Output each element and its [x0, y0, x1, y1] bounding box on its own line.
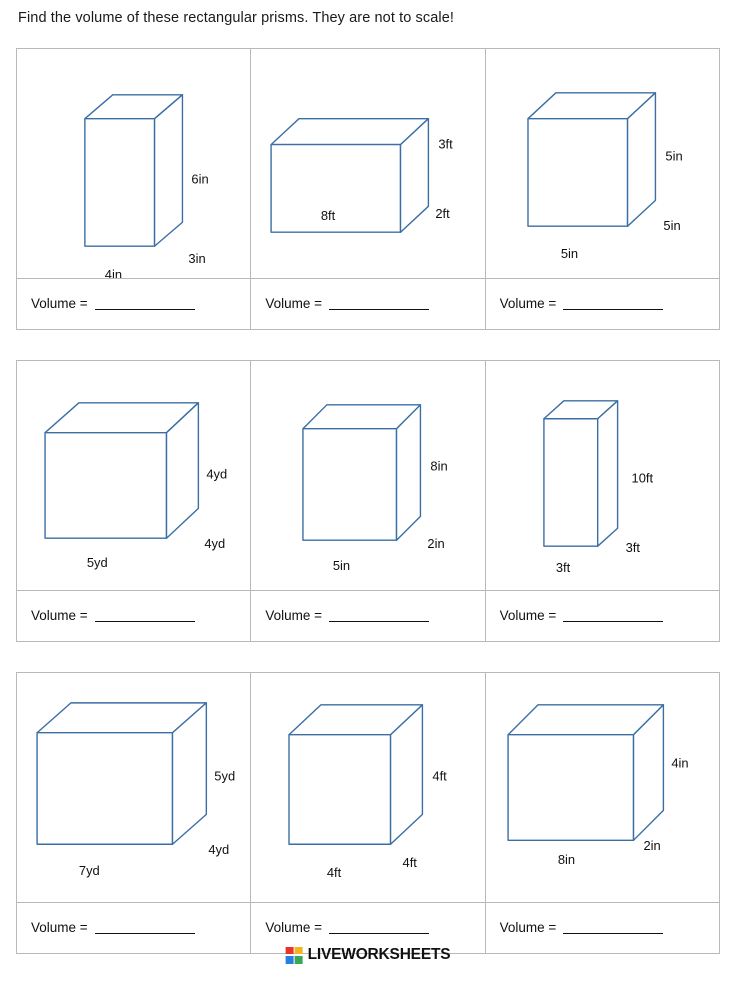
- dim-depth-6: 3ft: [625, 540, 640, 556]
- volume-input-2[interactable]: [329, 297, 429, 310]
- dim-width-5: 5in: [333, 558, 351, 574]
- volume-label-5: Volume =: [265, 607, 322, 623]
- volume-label-8: Volume =: [265, 919, 322, 935]
- figure-area-1: [17, 49, 250, 279]
- problem-cell-7: [17, 673, 251, 953]
- prism-diagram-3: [486, 49, 719, 278]
- answer-row-3: [486, 279, 719, 327]
- figure-area-8: [251, 673, 484, 903]
- volume-input-7[interactable]: [95, 921, 195, 934]
- dim-height-4: 4yd: [206, 466, 228, 482]
- instructions-text: Find the volume of these rectangular prisms. They are not to scale!: [18, 10, 455, 26]
- volume-input-8[interactable]: [329, 921, 429, 934]
- dim-height-2: 3ft: [438, 136, 454, 152]
- dim-depth-5: 2in: [427, 536, 445, 552]
- logo-squares-icon: [286, 947, 303, 964]
- dim-width-9: 8in: [557, 852, 575, 868]
- dim-depth-2: 2ft: [435, 206, 451, 222]
- problem-cell-3: [486, 49, 719, 329]
- volume-label-1: Volume =: [31, 295, 88, 311]
- figure-area-7: [17, 673, 250, 903]
- prism-diagram-4: [17, 361, 250, 590]
- figure-area-2: [251, 49, 484, 279]
- problem-grid: [16, 48, 720, 984]
- dim-depth-7: 4yd: [208, 842, 230, 858]
- answer-row-8: [251, 903, 484, 951]
- answer-row-6: [486, 591, 719, 639]
- answer-row-7: [17, 903, 250, 951]
- dim-width-6: 3ft: [555, 560, 570, 576]
- answer-row-4: [17, 591, 250, 639]
- logo-text: LIVEWORKSHEETS: [307, 946, 451, 963]
- problem-cell-9: [486, 673, 719, 953]
- answer-row-2: [251, 279, 484, 327]
- problem-row-3: [16, 672, 720, 954]
- figure-area-9: [486, 673, 719, 903]
- prism-diagram-8: [251, 673, 484, 902]
- problem-cell-8: [251, 673, 485, 953]
- prism-diagram-9: [486, 673, 719, 902]
- problem-cell-4: [17, 361, 251, 641]
- volume-label-3: Volume =: [499, 295, 557, 311]
- prism-diagram-2: [251, 49, 484, 278]
- volume-input-1[interactable]: [95, 297, 195, 310]
- dim-depth-3: 5in: [663, 218, 681, 234]
- volume-input-5[interactable]: [329, 609, 429, 622]
- problem-cell-6: [486, 361, 719, 641]
- dim-height-9: 4in: [671, 755, 689, 771]
- logo-square-1: [286, 947, 294, 955]
- dim-height-8: 4ft: [432, 768, 448, 784]
- problem-row-2: [16, 360, 720, 642]
- volume-input-9[interactable]: [563, 921, 663, 934]
- logo-square-2: [295, 947, 303, 955]
- dim-width-7: 7yd: [78, 863, 100, 879]
- problem-row-1: [16, 48, 720, 330]
- answer-row-1: [17, 279, 250, 327]
- volume-label-6: Volume =: [499, 607, 557, 623]
- volume-label-9: Volume =: [499, 919, 557, 935]
- problem-cell-1: [17, 49, 251, 329]
- prism-diagram-7: [17, 673, 250, 902]
- dim-height-6: 10ft: [631, 470, 653, 486]
- dim-depth-4: 4yd: [204, 536, 226, 552]
- volume-label-4: Volume =: [31, 607, 88, 623]
- answer-row-5: [251, 591, 484, 639]
- dim-depth-9: 2in: [643, 838, 661, 854]
- dim-width-2: 8ft: [321, 208, 336, 224]
- dim-depth-1: 3in: [188, 251, 206, 267]
- volume-label-2: Volume =: [265, 295, 322, 311]
- problem-cell-5: [251, 361, 485, 641]
- dim-width-3: 5in: [560, 246, 578, 262]
- figure-area-6: [486, 361, 719, 591]
- dim-height-3: 5in: [665, 148, 683, 164]
- figure-area-3: [486, 49, 719, 279]
- answer-row-9: [486, 903, 719, 951]
- dim-width-8: 4ft: [327, 865, 342, 881]
- dim-width-1: 4in: [104, 266, 123, 278]
- prism-diagram-5: [251, 361, 484, 590]
- prism-diagram-1: [17, 49, 250, 278]
- figure-area-4: [17, 361, 250, 591]
- logo-square-4: [295, 956, 303, 964]
- liveworksheets-logo[interactable]: [286, 946, 451, 964]
- dim-height-7: 5yd: [214, 768, 236, 784]
- dim-width-4: 5yd: [86, 555, 108, 571]
- dim-height-5: 8in: [430, 458, 448, 474]
- dim-depth-8: 4ft: [402, 855, 418, 871]
- problem-cell-2: [251, 49, 485, 329]
- logo-square-3: [286, 956, 294, 964]
- volume-input-4[interactable]: [95, 609, 195, 622]
- prism-diagram-6: [486, 361, 719, 590]
- figure-area-5: [251, 361, 484, 591]
- volume-label-7: Volume =: [31, 919, 88, 935]
- dim-height-1: 6in: [191, 171, 209, 187]
- volume-input-3[interactable]: [563, 297, 663, 310]
- volume-input-6[interactable]: [563, 609, 663, 622]
